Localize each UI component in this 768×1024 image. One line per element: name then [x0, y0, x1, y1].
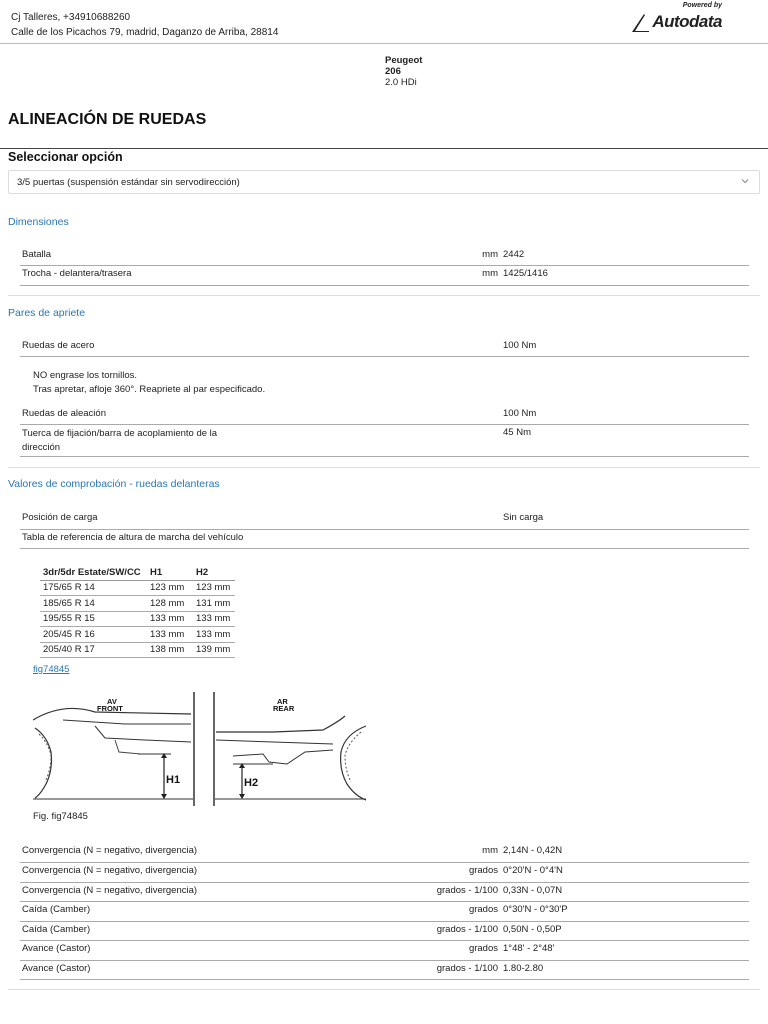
- vehicle-model: 206: [385, 66, 401, 77]
- table-row: [20, 843, 749, 863]
- table-row: [40, 627, 235, 643]
- row-label: Caída (Camber): [22, 923, 91, 935]
- option-select-value: 3/5 puertas (suspensión estándar sin servodirección): [17, 177, 240, 188]
- column-header: H1: [147, 565, 193, 580]
- row-label: Trocha - delantera/trasera: [22, 268, 132, 279]
- row-value: 2442: [503, 249, 525, 260]
- front-label-en: FRONT: [97, 704, 123, 713]
- title-divider: [0, 148, 768, 149]
- autodata-logo: [630, 2, 722, 34]
- table-row: [40, 642, 235, 658]
- tire-size: 205/45 R 16: [40, 627, 147, 643]
- table-row: [20, 530, 749, 549]
- row-label: Avance (Castor): [22, 962, 91, 974]
- h1-value: 138 mm: [147, 642, 193, 658]
- row-value: 100 Nm: [503, 408, 537, 419]
- section-divider: [8, 989, 760, 990]
- tire-size: 195/55 R 15: [40, 611, 147, 627]
- h1-value: 133 mm: [147, 611, 193, 627]
- contact-name-phone: Cj Talleres, +34910688260: [11, 12, 131, 23]
- h2-label: H2: [244, 777, 259, 789]
- section-divider: [8, 295, 760, 296]
- row-label: Caída (Camber): [22, 904, 91, 915]
- option-select-label: Seleccionar opción: [8, 150, 123, 164]
- table-row: [20, 922, 749, 942]
- h1-value: 123 mm: [147, 580, 193, 596]
- h1-value: 133 mm: [147, 627, 193, 643]
- row-value: 1425/1416: [503, 268, 548, 279]
- row-unit: grados: [468, 943, 498, 954]
- row-label: Convergencia (N = negativo, divergencia): [22, 884, 198, 896]
- h2-value: 131 mm: [193, 596, 235, 612]
- h1-label: H1: [166, 774, 181, 786]
- table-row: [40, 580, 235, 596]
- tire-size: 175/65 R 14: [40, 580, 147, 596]
- row-value: 45 Nm: [503, 427, 531, 438]
- h2-value: 133 mm: [193, 627, 235, 643]
- ride-height-diagram: [33, 690, 368, 808]
- option-select[interactable]: [8, 170, 760, 194]
- row-value: 100 Nm: [503, 340, 537, 351]
- powered-by-text: Powered by: [682, 2, 722, 9]
- column-header: H2: [193, 565, 235, 580]
- table-row: [20, 863, 749, 883]
- row-unit: mm: [482, 249, 498, 260]
- row-unit: grados - 1/100: [436, 923, 498, 935]
- table-row: [20, 405, 749, 425]
- h2-value: 139 mm: [193, 642, 235, 658]
- table-row: [40, 596, 235, 612]
- section-title-torque: Pares de apriete: [8, 307, 86, 319]
- vehicle-info: [385, 55, 422, 88]
- table-row: [20, 337, 749, 357]
- logo-swoosh-icon: [630, 12, 650, 33]
- row-value: 1°48' - 2°48': [503, 943, 555, 954]
- row-label: Ruedas de aleación: [22, 408, 106, 419]
- row-label: Convergencia (N = negativo, divergencia): [22, 845, 198, 856]
- table-row: [20, 425, 749, 457]
- h2-value: 133 mm: [193, 611, 235, 627]
- torque-note: [33, 369, 265, 397]
- figure-link[interactable]: fig74845: [33, 664, 70, 675]
- note-line: Tras apretar, afloje 360°. Reapriete al par especificado.: [33, 384, 266, 395]
- page-title: ALINEACIÓN DE RUEDAS: [8, 111, 207, 128]
- row-label: Posición de carga: [22, 512, 98, 523]
- front-label-fr: AV: [107, 697, 117, 706]
- h2-value: 123 mm: [193, 580, 235, 596]
- section-divider: [8, 467, 760, 468]
- row-unit: grados - 1/100: [436, 962, 498, 974]
- chevron-down-icon: [741, 177, 749, 185]
- row-value: 0°30'N - 0°30'P: [503, 904, 568, 915]
- ride-height-table: [40, 565, 235, 658]
- rear-label-fr: AR: [277, 697, 288, 706]
- row-value: 1.80-2.80: [503, 962, 544, 974]
- vehicle-engine: 2.0 HDi: [385, 77, 417, 88]
- row-value: 0°20'N - 0°4'N: [503, 865, 563, 876]
- row-label: Batalla: [22, 249, 52, 260]
- row-unit: grados: [468, 865, 498, 876]
- contact-address: Calle de los Picachos 79, madrid, Daganzo de Arriba, 28814: [11, 27, 279, 38]
- row-label: Avance (Castor): [22, 943, 91, 954]
- row-label: Tabla de referencia de altura de marcha del vehículo: [22, 532, 244, 543]
- row-value: 2,14N - 0,42N: [503, 845, 563, 856]
- row-label: [22, 427, 217, 455]
- tire-size: 205/40 R 17: [40, 642, 147, 658]
- tire-size: 185/65 R 14: [40, 596, 147, 612]
- section-title-dimensions: Dimensiones: [8, 216, 69, 228]
- table-row: [20, 510, 749, 530]
- table-row: [40, 611, 235, 627]
- row-label: Ruedas de acero: [22, 340, 95, 351]
- brand-name: Autodata: [652, 12, 722, 31]
- note-line: NO engrase los tornillos.: [33, 370, 138, 381]
- table-row: [20, 883, 749, 903]
- h1-value: 128 mm: [147, 596, 193, 612]
- table-row: [20, 961, 749, 981]
- table-row: [20, 902, 749, 922]
- row-label: Convergencia (N = negativo, divergencia): [22, 865, 198, 876]
- row-value: 0,33N - 0,07N: [503, 884, 563, 896]
- row-value: Sin carga: [503, 512, 544, 523]
- table-row: [20, 266, 749, 286]
- table-row: [20, 941, 749, 961]
- figure-caption: Fig. fig74845: [33, 811, 88, 822]
- row-label-line: Tuerca de fijación/barra de acoplamiento de la: [22, 428, 218, 439]
- row-unit: mm: [482, 268, 498, 279]
- column-header: 3dr/5dr Estate/SW/CC: [40, 565, 147, 580]
- row-unit: grados - 1/100: [436, 884, 498, 896]
- row-unit: mm: [482, 845, 498, 856]
- row-unit: grados: [468, 904, 498, 915]
- vehicle-make: Peugeot: [385, 55, 423, 66]
- table-row: [20, 246, 749, 266]
- section-title-front-check: Valores de comprobación - ruedas delanteras: [8, 478, 220, 490]
- table-header-row: [40, 565, 235, 580]
- rear-label-en: REAR: [273, 704, 295, 713]
- page-header: [0, 0, 768, 44]
- row-label-line: dirección: [22, 442, 61, 453]
- workshop-contact: [11, 10, 278, 40]
- row-value: 0,50N - 0,50P: [503, 923, 562, 935]
